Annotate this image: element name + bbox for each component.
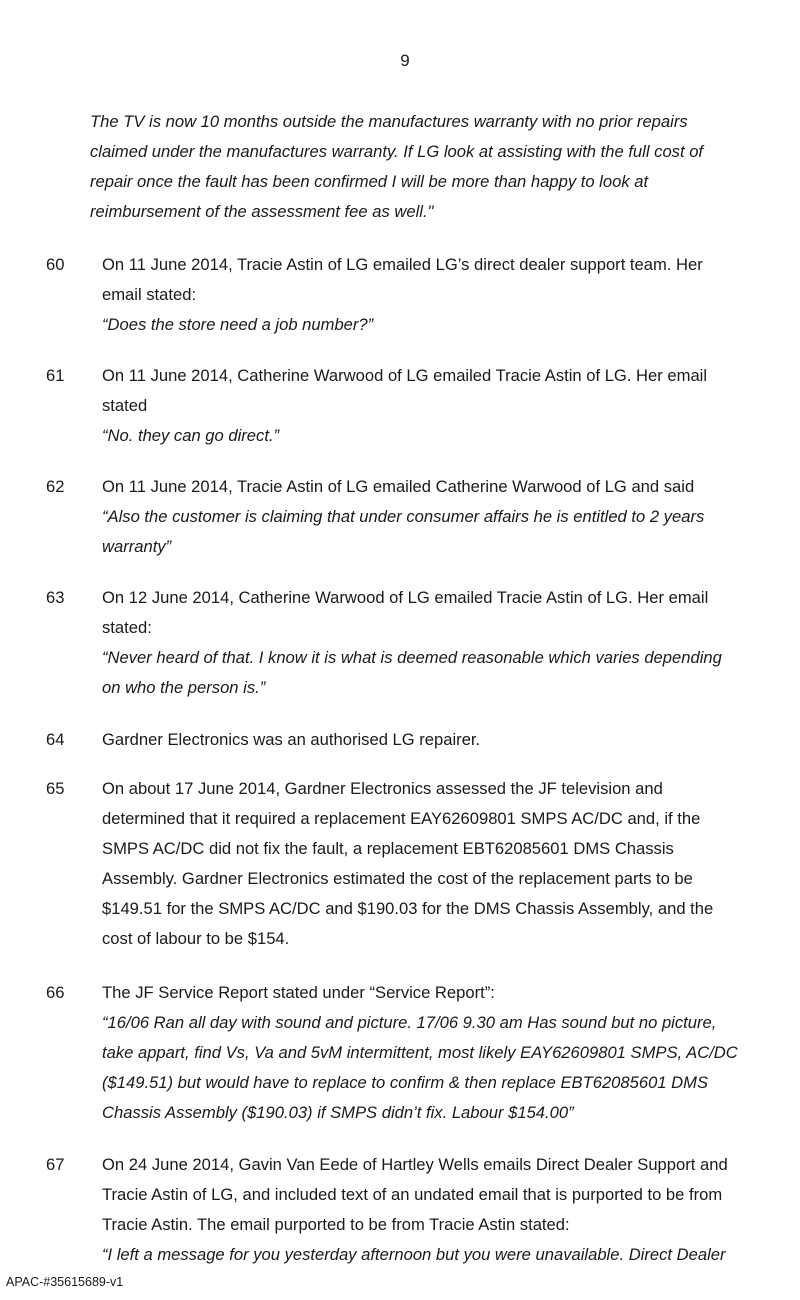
paragraph-number: 65	[46, 779, 65, 798]
quoted-line: “Never heard of that. I know it is what is deemed reasonable which varies depending	[102, 648, 722, 667]
paragraph-line: On 11 June 2014, Catherine Warwood of LG emailed Tracie Astin of LG. Her email	[102, 366, 708, 385]
paragraph-line: stated	[102, 396, 148, 415]
paragraph-line: On about 17 June 2014, Gardner Electronics assessed the JF television and	[102, 779, 663, 798]
paragraph-body	[102, 472, 778, 562]
quoted-line: take appart, find Vs, Va and 5vM intermittent, most likely EAY62609801 SMPS, AC/DC	[102, 1043, 738, 1062]
paragraph-line: email stated:	[102, 285, 197, 304]
document-id-footer: APAC-#35615689-v1	[6, 1275, 124, 1289]
paragraph-number: 66	[46, 983, 65, 1002]
quoted-line: “Also the customer is claiming that under consumer affairs he is entitled to 2 years	[102, 507, 705, 526]
paragraph-number: 63	[46, 588, 65, 607]
paragraph-body	[102, 978, 778, 1128]
paragraph-line: On 24 June 2014, Gavin Van Eede of Hartley Wells emails Direct Dealer Support and	[102, 1155, 728, 1174]
paragraph-line: On 11 June 2014, Tracie Astin of LG emailed LG’s direct dealer support team. Her	[102, 255, 703, 274]
paragraph-line: Gardner Electronics was an authorised LG repairer.	[102, 730, 481, 749]
paragraph-line: stated:	[102, 618, 152, 637]
page-number: 9	[400, 51, 410, 70]
paragraph-body	[102, 725, 778, 755]
paragraph-line: Tracie Astin of LG, and included text of an undated email that is purported to be from	[102, 1185, 723, 1204]
paragraph-number: 62	[46, 477, 65, 496]
paragraph-number: 64	[46, 730, 65, 749]
paragraph-line: SMPS AC/DC did not fix the fault, a replacement EBT62085601 DMS Chassis	[102, 839, 674, 858]
paragraph-line: On 12 June 2014, Catherine Warwood of LG emailed Tracie Astin of LG. Her email	[102, 588, 709, 607]
quoted-line: warranty”	[102, 537, 172, 556]
paragraph-body	[102, 1150, 778, 1270]
quoted-line: “Does the store need a job number?”	[102, 315, 374, 334]
paragraph-line: Tracie Astin. The email purported to be from Tracie Astin stated:	[102, 1215, 570, 1234]
paragraph-number: 67	[46, 1155, 65, 1174]
paragraph-line: Assembly. Gardner Electronics estimated the cost of the replacement parts to be	[102, 869, 693, 888]
paragraph-line: determined that it required a replacement EAY62609801 SMPS AC/DC and, if the	[102, 809, 701, 828]
intro-quote-line: claimed under the manufactures warranty. If LG look at assisting with the full cost of	[90, 142, 704, 161]
paragraph-body	[102, 250, 778, 340]
paragraph-line: On 11 June 2014, Tracie Astin of LG emailed Catherine Warwood of LG and said	[102, 477, 695, 496]
intro-quote-line: repair once the fault has been confirmed I will be more than happy to look at	[90, 172, 649, 191]
quoted-line: “I left a message for you yesterday afternoon but you were unavailable. Direct Dealer	[102, 1245, 726, 1264]
paragraph-line: $149.51 for the SMPS AC/DC and $190.03 for the DMS Chassis Assembly, and the	[102, 899, 714, 918]
intro-quote	[90, 107, 780, 227]
paragraph-line: cost of labour to be $154.	[102, 929, 290, 948]
quoted-line: “No. they can go direct.”	[102, 426, 280, 445]
intro-quote-line: The TV is now 10 months outside the manufactures warranty with no prior repairs	[90, 112, 688, 131]
quoted-line: Chassis Assembly ($190.03) if SMPS didn’t fix. Labour $154.00”	[102, 1103, 574, 1122]
paragraph-body	[102, 583, 778, 703]
intro-quote-line: reimbursement of the assessment fee as well."	[90, 202, 434, 221]
paragraph-number: 61	[46, 366, 65, 385]
paragraph-line: The JF Service Report stated under “Service Report”:	[102, 983, 495, 1002]
quoted-line: “16/06 Ran all day with sound and picture. 17/06 9.30 am Has sound but no picture,	[102, 1013, 717, 1032]
paragraph-body	[102, 361, 778, 451]
quoted-line: on who the person is.”	[102, 678, 266, 697]
quoted-line: ($149.51) but would have to replace to confirm & then replace EBT62085601 DMS	[102, 1073, 709, 1092]
paragraph-number: 60	[46, 255, 65, 274]
paragraph-body	[102, 774, 778, 954]
